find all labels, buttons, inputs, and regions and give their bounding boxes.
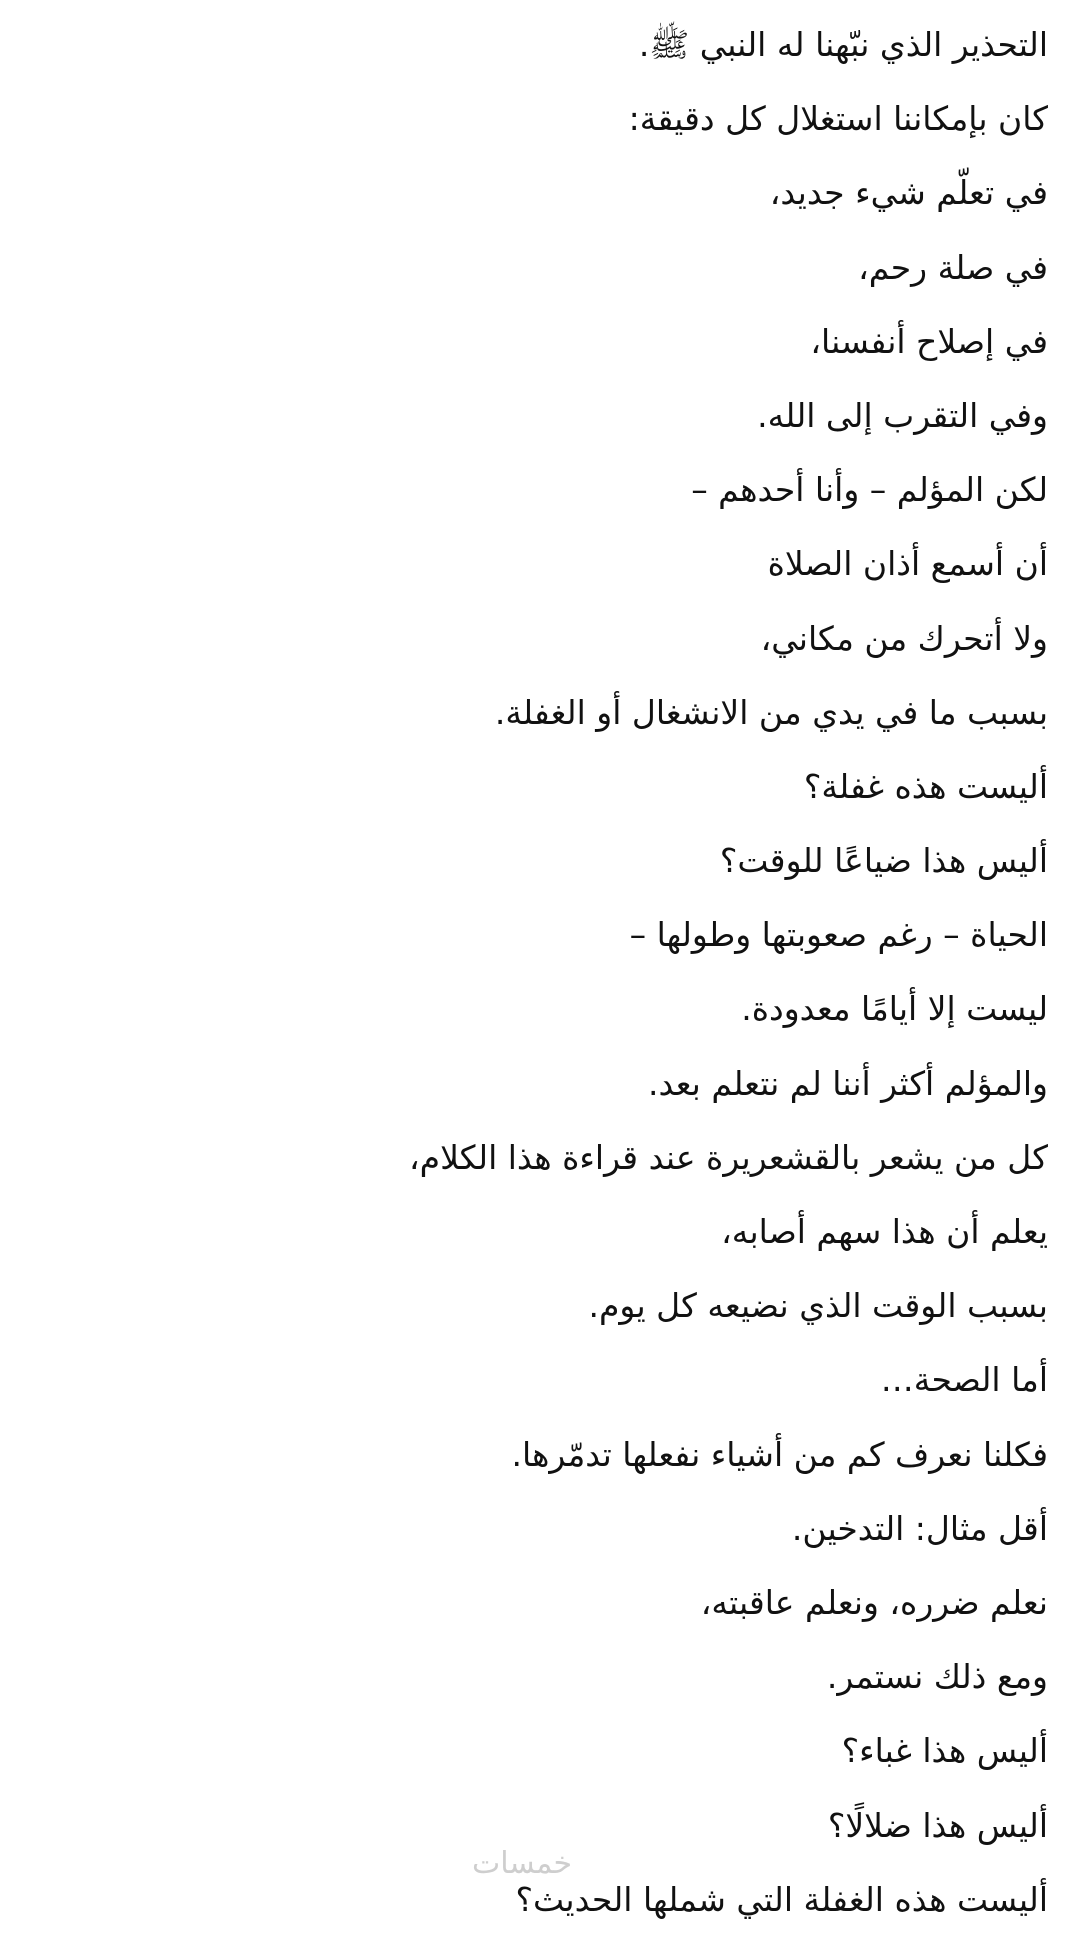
watermark: خمسات: [472, 1846, 573, 1881]
text-line: لكن المؤلم – وأنا أحدهم –: [691, 470, 1048, 510]
text-line: ليست إلا أيامًا معدودة.: [741, 989, 1048, 1029]
text-line: بسبب ما في يدي من الانشغال أو الغفلة.: [494, 692, 1048, 732]
text-line: الحياة – رغم صعوبتها وطولها –: [629, 915, 1048, 955]
text-line: أليس هذا غباء؟: [841, 1731, 1048, 1771]
text-line: ولا أتحرك من مكاني،: [760, 618, 1048, 658]
text-line: أقل مثال: التدخين.: [791, 1508, 1048, 1548]
text-line: التحذير الذي نبّهنا له النبي ﷺ.: [638, 25, 1048, 64]
text-line: يعلم أن هذا سهم أصابه،: [721, 1212, 1048, 1251]
text-line: أليس هذا ضياعًا للوقت؟: [719, 841, 1048, 881]
text-line: في صلة رحم،: [858, 247, 1048, 287]
text-line: فكلنا نعرف كم من أشياء نفعلها تدمّرها.: [511, 1434, 1048, 1474]
text-line: كل من يشعر بالقشعريرة عند قراءة هذا الكلام،: [409, 1137, 1048, 1177]
text-line: أليست هذه غفلة؟: [803, 766, 1048, 806]
text-line: بسبب الوقت الذي نضيعه كل يوم.: [588, 1286, 1048, 1326]
text-line: أليست هذه الغفلة التي شملها الحديث؟: [515, 1879, 1048, 1919]
text-line: أما الصحة…: [880, 1360, 1048, 1400]
text-line: في إصلاح أنفسنا،: [810, 321, 1048, 361]
text-line: وفي التقرب إلى الله.: [757, 395, 1048, 435]
text-line: ومع ذلك نستمر.: [826, 1657, 1048, 1697]
text-line: أليس هذا ضلالًا؟: [827, 1805, 1048, 1845]
text-line: في تعلّم شيء جديد،: [769, 173, 1048, 213]
article-text: [32, 8, 1048, 1937]
text-line: نعلم ضرره، ونعلم عاقبته،: [700, 1582, 1048, 1622]
text-line: كان بإمكاننا استغلال كل دقيقة:: [628, 99, 1048, 139]
text-line: والمؤلم أكثر أننا لم نتعلم بعد.: [647, 1063, 1048, 1103]
text-line: أن أسمع أذان الصلاة: [767, 544, 1048, 584]
